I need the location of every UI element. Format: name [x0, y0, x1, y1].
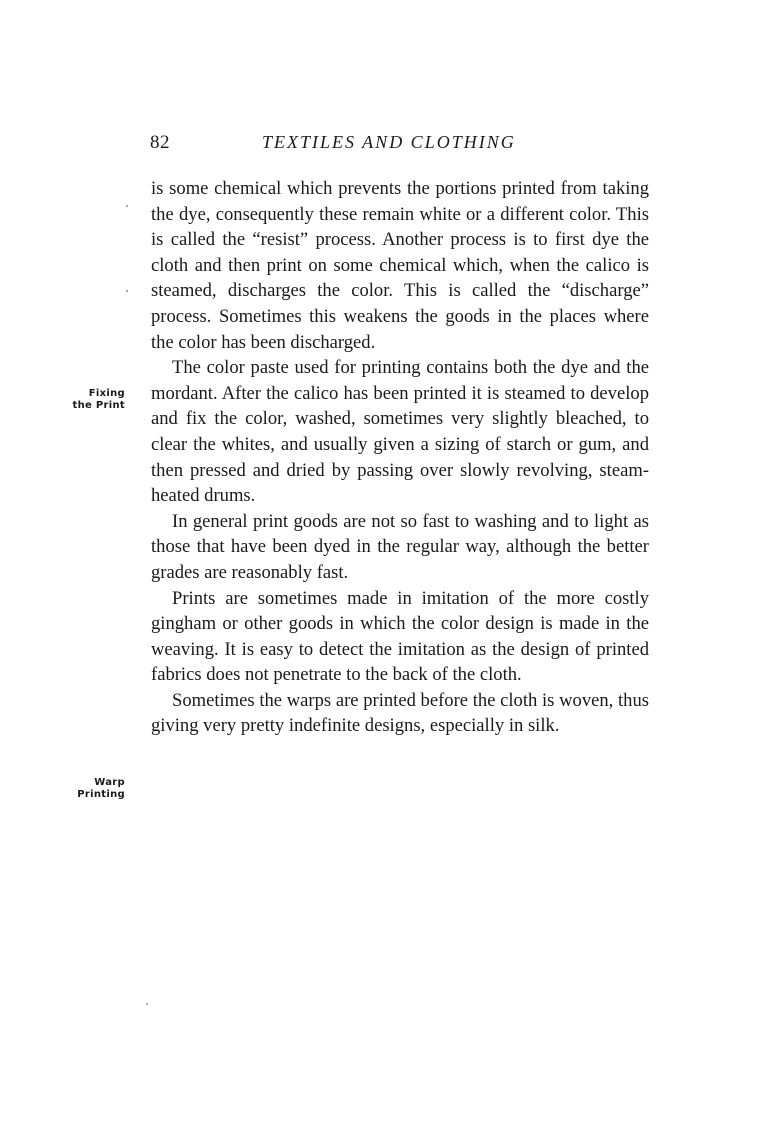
side-note-warp-printing [45, 777, 125, 801]
side-note-line: Warp [94, 777, 125, 788]
side-note-line: the Print [72, 400, 125, 411]
paragraph-warp-printing: Sometimes the warps are printed before the cloth is woven, thus giving very pretty indefinite designs, especially in silk. [151, 689, 649, 737]
side-note-fixing-the-print [45, 388, 125, 412]
paragraph-fixing-the-print: The color paste used for printing contains both the dye and the mordant. After the calico has been printed it is steamed to develop and fix the color, washed, sometimes very slightly bleached, to clear the whites, and usually given a sizing of starch or gum, and then pressed and dried by passing over slowly revolving, steam-heated drums. [151, 357, 649, 507]
running-title: TEXTILES AND CLOTHING [262, 132, 516, 152]
page-header [150, 132, 650, 158]
body-text [151, 176, 649, 739]
paragraph-resist-discharge: is some chemical which prevents the portions printed from taking the dye, consequently these remain white or a different color. This is called the “resist” process. Another process is to first dye the cloth and then print on some chemical which, when the calico is steamed, discharges the color. This is called the “discharge” process. Sometimes this weakens the goods in the places where the color has been discharged. [151, 178, 649, 353]
scan-speck [126, 290, 128, 292]
side-note-line: Fixing [88, 388, 125, 399]
paragraph-imitation: Prints are sometimes made in imitation of the more costly gingham or other goods in which the color design is made in the weaving. It is easy to detect the imitation as the design of printed fabrics does not penetrate to the back of the cloth. [151, 587, 649, 686]
page-number: 82 [150, 132, 170, 153]
paragraph-fastness: In general print goods are not so fast to washing and to light as those that have been dyed in the regular way, although the better grades are reasonably fast. [151, 510, 649, 583]
scan-speck [126, 205, 128, 207]
scan-speck [146, 1003, 148, 1005]
side-note-line: Printing [77, 789, 125, 800]
